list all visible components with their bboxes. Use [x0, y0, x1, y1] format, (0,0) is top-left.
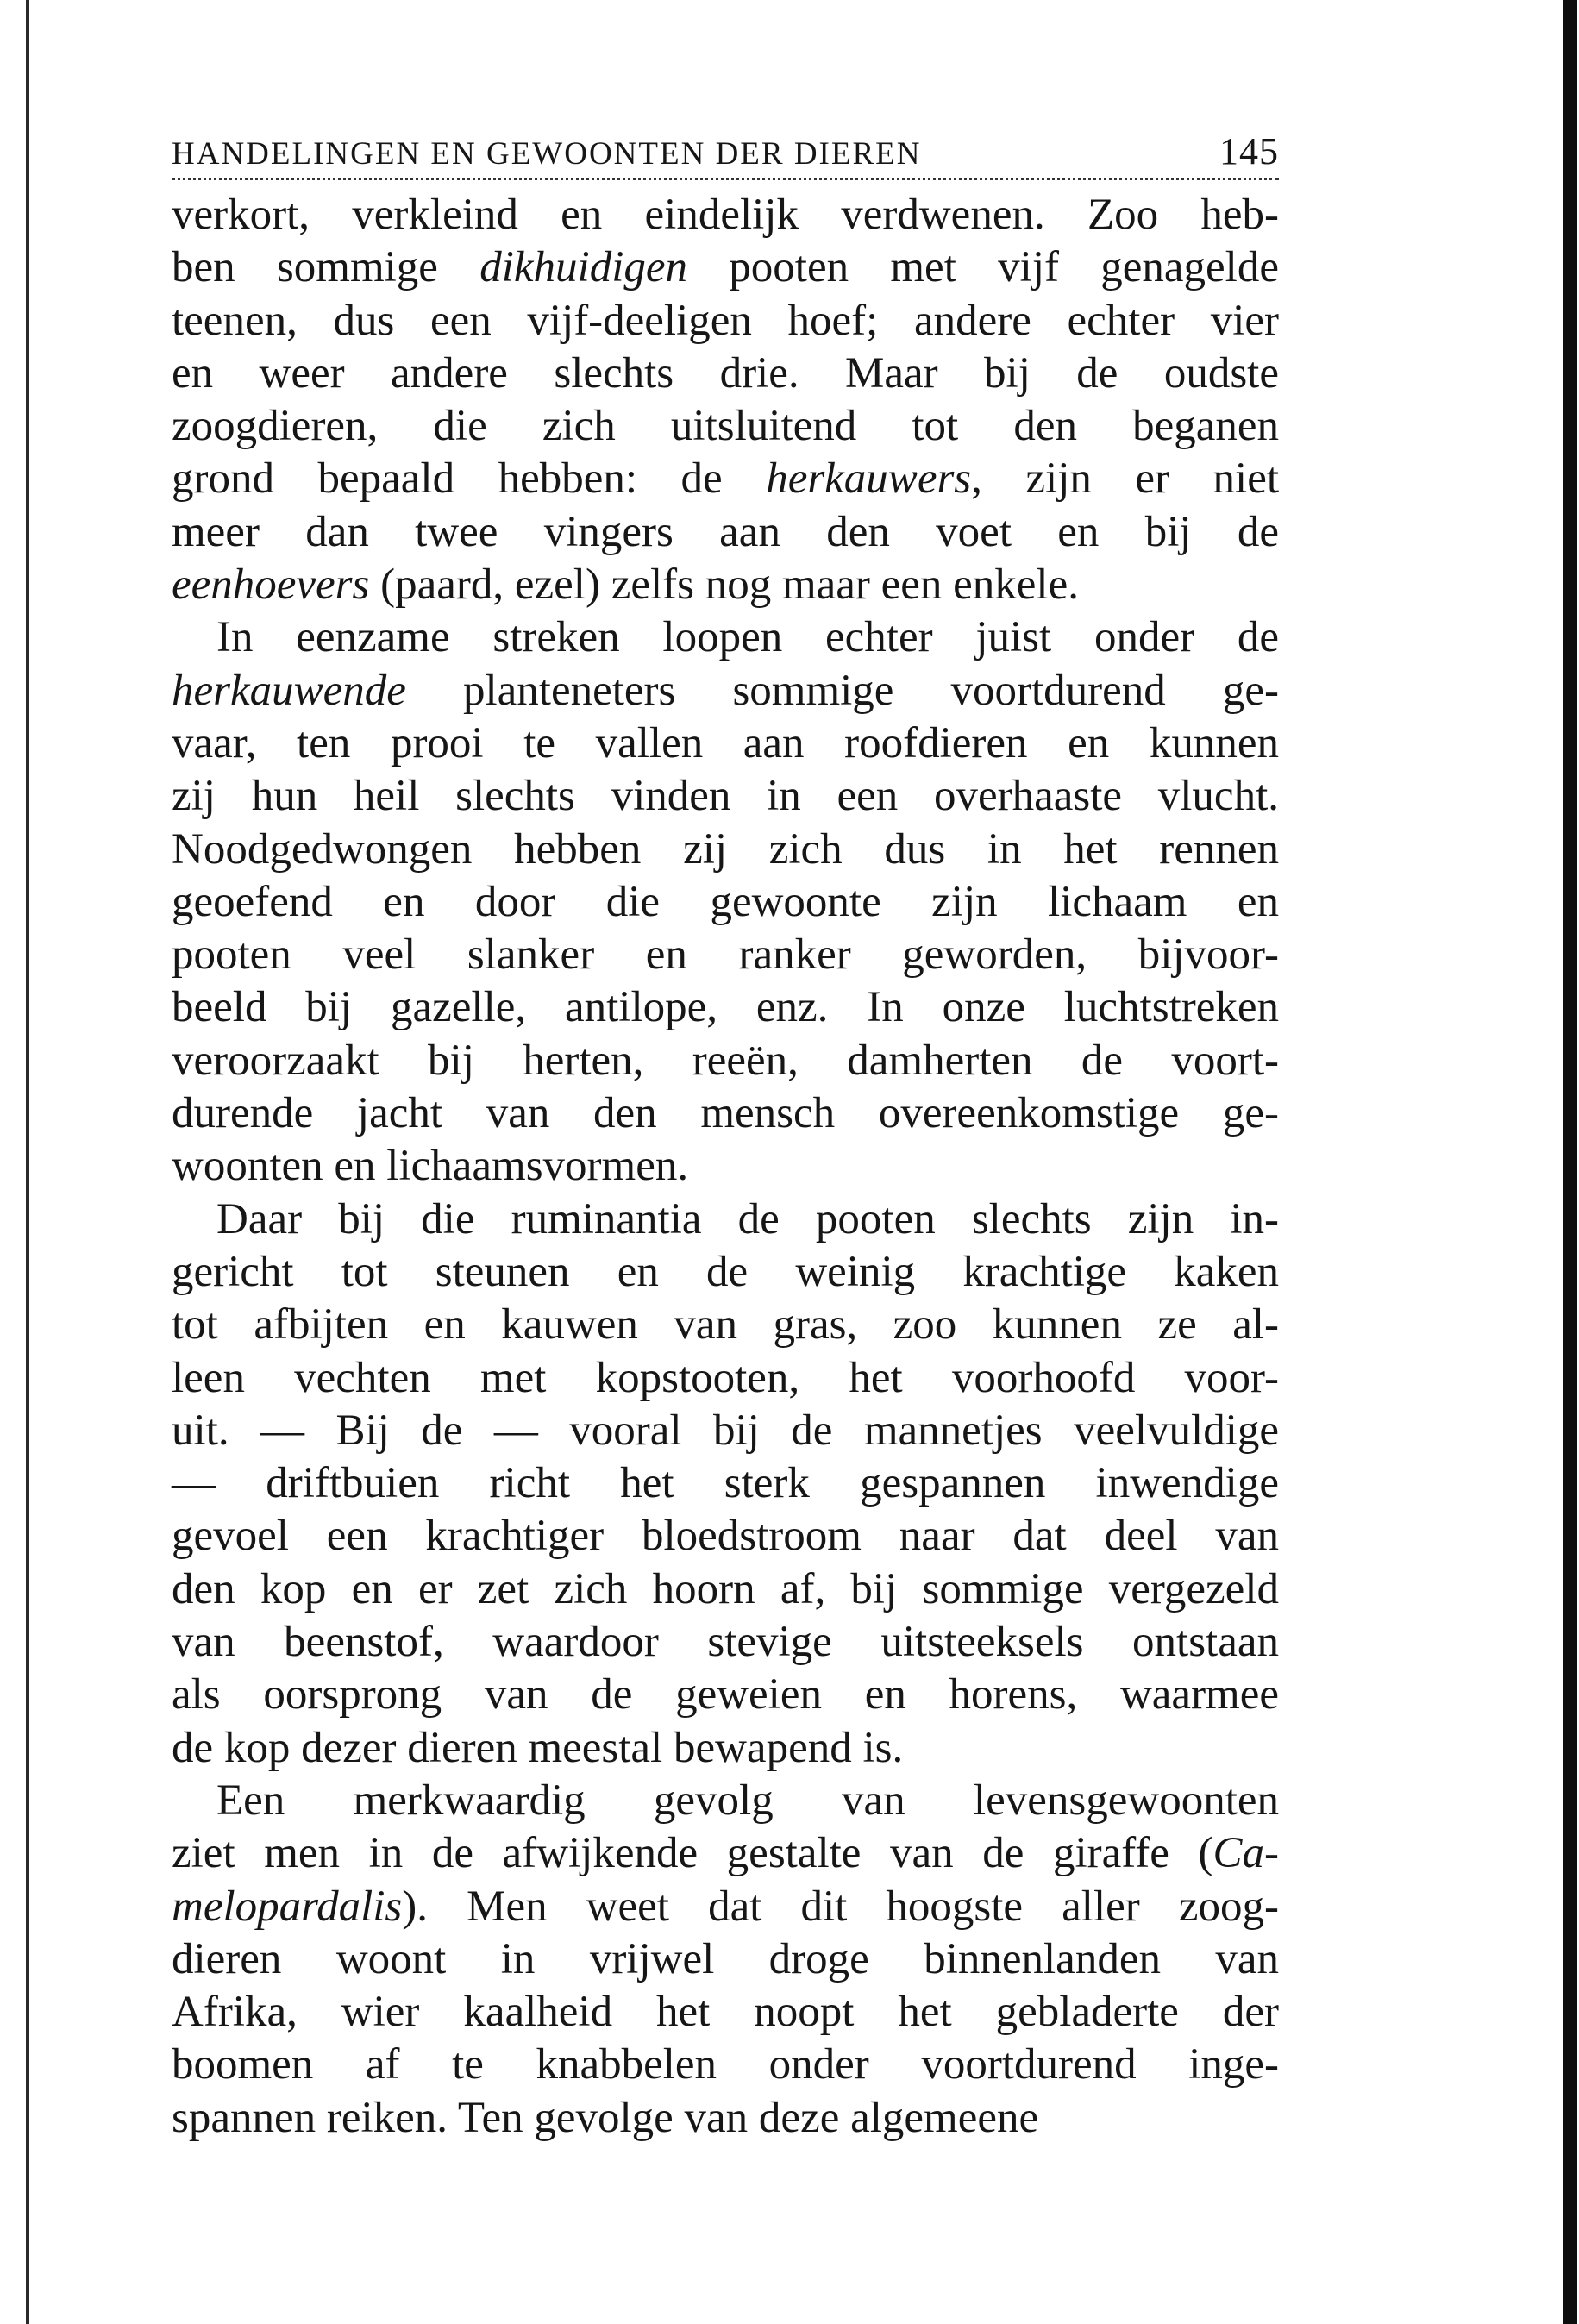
scan-edge-left [26, 0, 29, 2324]
paragraph [172, 1775, 1279, 2145]
paragraph [172, 611, 1279, 1193]
text-line: van beenstof, waardoor stevige uitsteeksels ontstaan [172, 1618, 1279, 1667]
text-line: ben sommige dikhuidigen pooten met vijf genagelde [172, 243, 1279, 292]
text-line: grond bepaald hebben: de herkauwers, zijn er niet [172, 454, 1280, 504]
book-page [172, 129, 1279, 2145]
text-line: durende jacht van den mensch overeenkomstige ge- [172, 1089, 1279, 1138]
text-line: spannen reiken. Ten gevolge van deze algemeene [172, 2093, 1039, 2142]
text-line: de kop dezer dieren meestal bewapend is. [172, 1723, 904, 1772]
text-line: uit. — Bij de — vooral bij de mannetjes veelvuldige [172, 1406, 1279, 1455]
italic-term: Ca- [1212, 1829, 1279, 1878]
text-line: Afrika, wier kaalheid het noopt het gebladerte der [172, 1988, 1279, 2037]
text-line: beeld bij gazelle, antilope, enz. In onze luchtstreken [172, 983, 1279, 1032]
text-line: Daar bij die ruminantia de pooten slechts zijn in- [216, 1194, 1279, 1243]
text-line: geoefend en door die gewoonte zijn lichaam en [172, 877, 1279, 926]
italic-term: dikhuidigen [479, 243, 687, 292]
scan-edge-right [1563, 0, 1577, 2324]
text-line: pooten veel slanker en ranker geworden, bijvoor- [172, 930, 1279, 980]
running-head [172, 129, 1279, 174]
italic-term: melopardalis [172, 1882, 403, 1931]
text-line: teenen, dus een vijf-deeligen hoef; andere echter vier [172, 296, 1279, 345]
text-line: als oorsprong van de geweien en horens, waarmee [172, 1670, 1279, 1720]
header-dotted-rule [172, 178, 1279, 180]
paragraph [172, 1193, 1279, 1775]
text-line: boomen af te knabbelen onder voortdurend inge- [172, 2040, 1279, 2089]
text-line: gericht tot steunen en de weinig krachtige kaken [172, 1247, 1279, 1296]
text-line: gevoel een krachtiger bloedstroom naar dat deel van [172, 1512, 1279, 1561]
text-line: In eenzame streken loopen echter juist onder de [216, 613, 1279, 662]
text-line: den kop en er zet zich hoorn af, bij sommige vergezeld [172, 1564, 1279, 1613]
text-line: dieren woont in vrijwel droge binnenlanden van [172, 1934, 1279, 1983]
italic-term: herkauwende [172, 666, 406, 715]
paragraph [172, 189, 1279, 611]
text-line: vaar, ten prooi te vallen aan roofdieren en kunnen [172, 718, 1279, 767]
text-line: tot afbijten en kauwen van gras, zoo kunnen ze al- [172, 1300, 1279, 1350]
text-line: veroorzaakt bij herten, reeën, damherten de voort- [172, 1036, 1279, 1085]
text-line: melopardalis). Men weet dat dit hoogste aller zoog- [172, 1882, 1279, 1931]
text-line: meer dan twee vingers aan den voet en bij de [172, 507, 1279, 556]
text-line: Noodgedwongen hebben zij zich dus in het rennen [172, 824, 1279, 874]
text-line: herkauwende planteneters sommige voortdurend ge- [172, 666, 1279, 715]
text-line: ziet men in de afwijkende gestalte van de giraffe (Ca- [172, 1829, 1279, 1878]
italic-term: eenhoevers [172, 561, 370, 610]
text-line: zoogdieren, die zich uitsluitend tot den beganen [172, 402, 1279, 451]
text-line: en weer andere slechts drie. Maar bij de oudste [172, 348, 1279, 398]
body-text [172, 189, 1279, 2145]
text-line: eenhoevers (paard, ezel) zelfs nog maar een enkele. [172, 561, 1079, 610]
text-line: woonten en lichaamsvormen. [172, 1142, 689, 1191]
italic-term: herkauwers [766, 454, 972, 504]
text-line: zij hun heil slechts vinden in een overhaaste vlucht. [172, 772, 1279, 821]
running-title: HANDELINGEN EN GEWOONTEN DER DIEREN [172, 136, 922, 172]
text-line: leen vechten met kopstooten, het voorhoofd voor- [172, 1353, 1279, 1402]
text-line: Een merkwaardig gevolg van levensgewoonten [216, 1776, 1279, 1825]
text-line: — driftbuien richt het sterk gespannen inwendige [172, 1459, 1279, 1508]
text-line: verkort, verkleind en eindelijk verdwenen. Zoo heb- [172, 191, 1279, 239]
page-number: 145 [1219, 130, 1279, 172]
